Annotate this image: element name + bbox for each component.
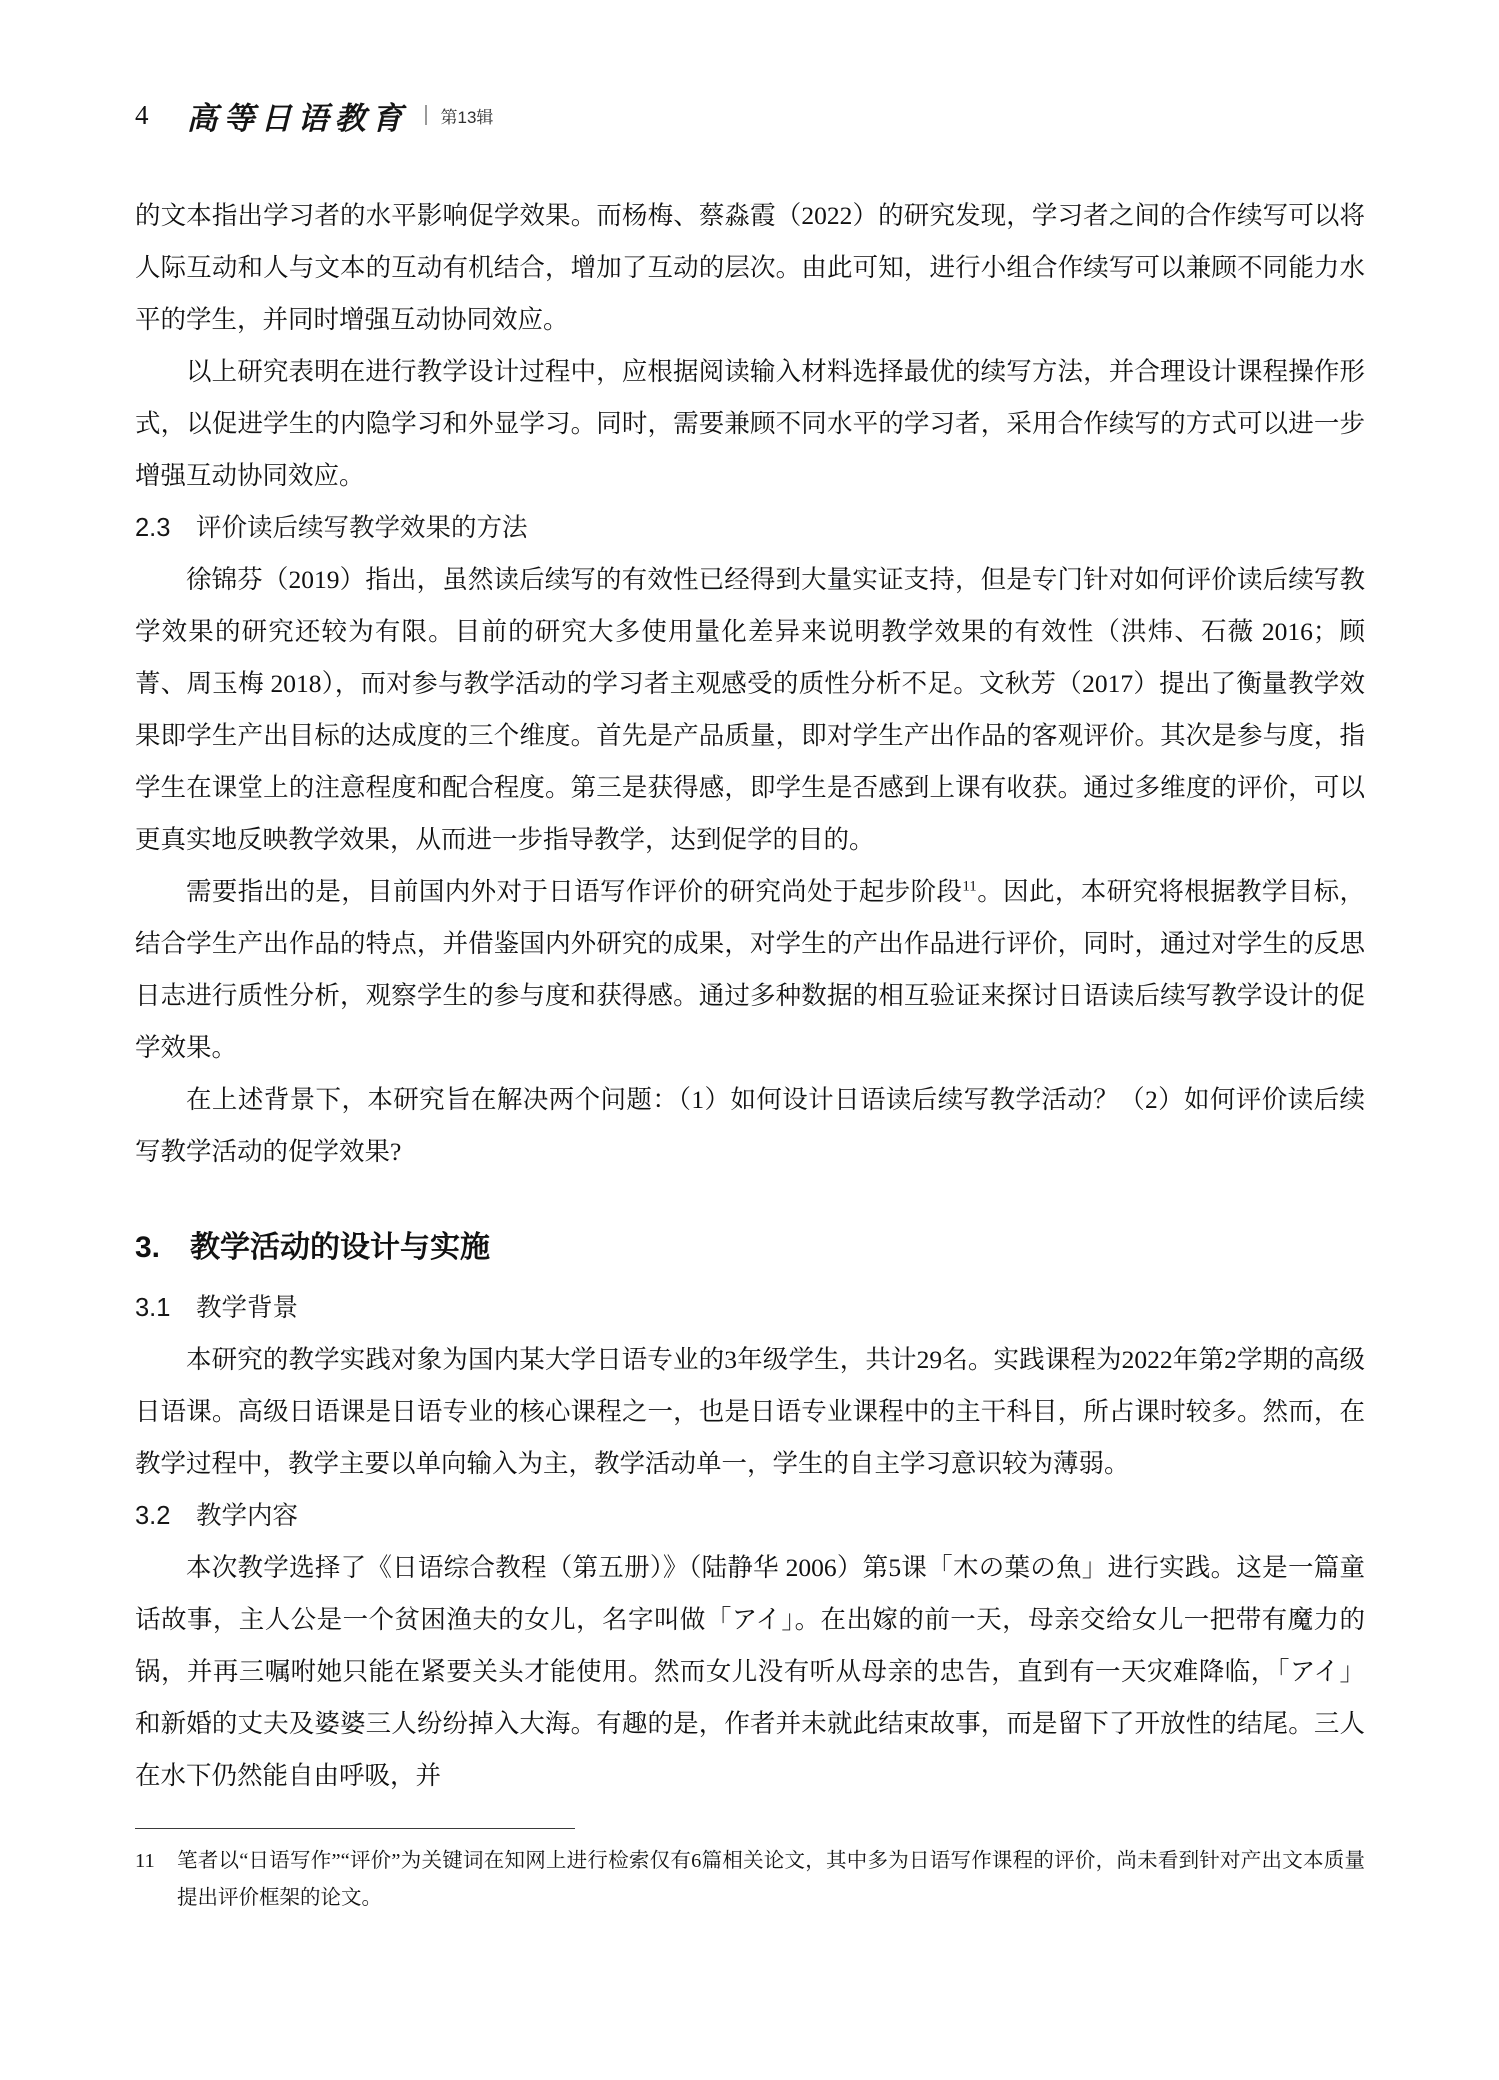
subsection-heading-3-1: 3.1 教学背景 [135, 1294, 298, 1322]
footnote [135, 1828, 1365, 1917]
section-heading-2-3: 2.3 评价读后续写教学效果的方法 [135, 514, 528, 542]
paragraph-text: 需要指出的是，目前国内外对于日语写作评价的研究尚处于起步阶段 [186, 877, 963, 906]
paragraph: 以上研究表明在进行教学设计过程中，应根据阅读输入材料选择最优的续写方法，并合理设计课程操作形式，以促进学生的内隐学习和外显学习。同时，需要兼顾不同水平的学习者，采用合作续写的方式可以进一步增强互动协同效应。 [135, 357, 1365, 490]
subsection-heading-3-2: 3.2 教学内容 [135, 1502, 298, 1530]
issue-label: 第13辑 [440, 107, 494, 127]
journal-title: 高等日语教育 [186, 100, 409, 136]
footnote-text: 笔者以“日语写作”“评价”为关键词在知网上进行检索仅有6篇相关论文，其中多为日语写作课程的评价，尚未看到针对产出文本质量提出评价框架的论文。 [177, 1850, 1365, 1909]
page-number: 4 [135, 99, 149, 130]
paragraph-continuation: 的文本指出学习者的水平影响促学效果。而杨梅、蔡淼霞（2022）的研究发现，学习者之间的合作续写可以将人际互动和人与文本的互动有机结合，增加了互动的层次。由此可知，进行小组合作续写可以兼顾不同能力水平的学生，并同时增强互动协同效应。 [135, 201, 1365, 334]
paragraph: 徐锦芬（2019）指出，虽然读后续写的有效性已经得到大量实证支持，但是专门针对如何评价读后续写教学效果的研究还较为有限。目前的研究大多使用量化差异来说明教学效果的有效性（洪炜、石薇 2016；顾菁、周玉梅 2018），而对参与教学活动的学习者主观感受的质性分析不足。文秋芳（2017）提出了衡量教学效果即学生产出目标的达成度的三个维度。首先是产品质量，即对学生产出作品的客观评价。其次是参与度，指学生在课堂上的注意程度和配合程度。第三是获得感，即学生是否感到上课有收获。通过多维度的评价，可以更真实地反映教学效果，从而进一步指导教学，达到促学的目的。 [135, 565, 1365, 854]
paragraph: 在上述背景下，本研究旨在解决两个问题：（1）如何设计日语读后续写教学活动？（2）如何评价读后续写教学活动的促学效果? [135, 1085, 1365, 1166]
page-header [135, 92, 1365, 138]
paragraph-with-footnote [135, 866, 1365, 1074]
page-body [135, 190, 1365, 1917]
footnote-line [135, 1843, 1365, 1917]
footnote-marker: 11 [135, 1850, 155, 1872]
header-divider-icon [425, 105, 427, 125]
footnote-separator [135, 1828, 575, 1829]
paragraph: 本研究的教学实践对象为国内某大学日语专业的3年级学生，共计29名。实践课程为2022年第2学期的高级日语课。高级日语课是日语专业的核心课程之一，也是日语专业课程中的主干科目，所占课时较多。然而，在教学过程中，教学主要以单向输入为主，教学活动单一，学生的自主学习意识较为薄弱。 [135, 1345, 1365, 1478]
paragraph-text: 。因此，本研究将根据教学目标，结合学生产出作品的特点，并借鉴国内外研究的成果，对学生的产出作品进行评价，同时，通过对学生的反思日志进行质性分析，观察学生的参与度和获得感。通过多种数据的相互验证来探讨日语读后续写教学设计的促学效果。 [135, 877, 1365, 1062]
footnote-ref-marker: 11 [962, 878, 977, 895]
paragraph: 本次教学选择了《日语综合教程（第五册）》（陆静华 2006）第5课「木の葉の魚」进行实践。这是一篇童话故事，主人公是一个贫困渔夫的女儿，名字叫做「アイ」。在出嫁的前一天，母亲交给女儿一把带有魔力的锅，并再三嘱咐她只能在紧要关头才能使用。然而女儿没有听从母亲的忠告，直到有一天灾难降临，「アイ」和新婚的丈夫及婆婆三人纷纷掉入大海。有趣的是，作者并未就此结束故事，而是留下了开放性的结尾。三人在水下仍然能自由呼吸，并 [135, 1553, 1365, 1790]
section-heading-3: 3. 教学活动的设计与实施 [135, 1231, 491, 1264]
